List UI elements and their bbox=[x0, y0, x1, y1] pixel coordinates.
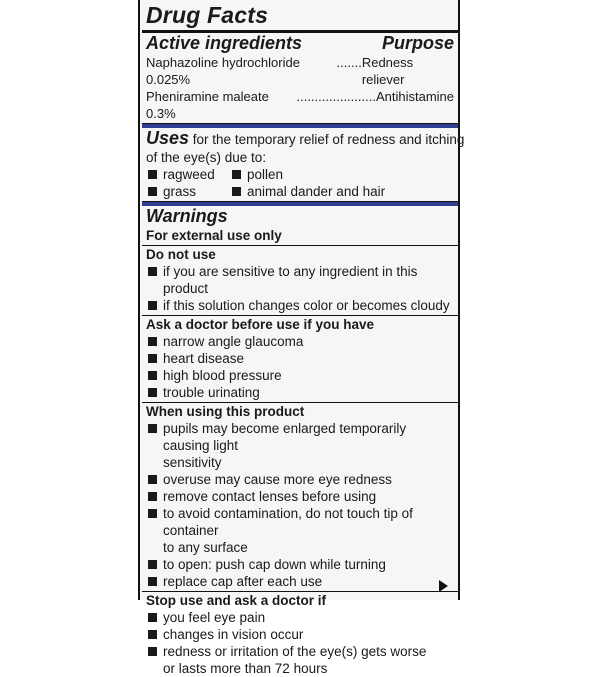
list-item: to avoid contamination, do not touch tip of container to any surface bbox=[146, 505, 454, 556]
bullet-square-icon bbox=[148, 509, 157, 518]
bullet-square-icon bbox=[148, 388, 157, 397]
list-item: pupils may become enlarged temporarily causing light sensitivity bbox=[146, 420, 454, 471]
bullet-square-icon bbox=[148, 371, 157, 380]
stop-use-heading: Stop use and ask a doctor if bbox=[146, 593, 327, 608]
uses-row bbox=[146, 183, 454, 200]
list-item: overuse may cause more eye redness bbox=[146, 471, 454, 488]
list-item: grass bbox=[146, 183, 230, 200]
drug-facts-panel bbox=[138, 0, 465, 676]
bullet-square-icon bbox=[148, 630, 157, 639]
when-using-heading: When using this product bbox=[146, 404, 305, 419]
ingredient-row bbox=[146, 88, 454, 122]
uses-text: for the temporary relief of redness and itching bbox=[192, 132, 465, 147]
list-item: high blood pressure bbox=[146, 367, 454, 384]
bullet-square-icon bbox=[148, 492, 157, 501]
list-item: ragweed bbox=[146, 166, 230, 183]
uses-heading: Uses bbox=[146, 128, 190, 148]
bullet-square-icon bbox=[148, 475, 157, 484]
ingredient-leader: ...................... bbox=[296, 89, 376, 104]
list-item: heart disease bbox=[146, 350, 454, 367]
bullet-square-icon bbox=[148, 577, 157, 586]
uses-text-cont: of the eye(s) due to: bbox=[146, 150, 267, 165]
continue-arrow-icon bbox=[439, 580, 448, 592]
bullet-square-icon bbox=[148, 560, 157, 569]
ingredient-row bbox=[146, 54, 454, 88]
drug-facts-content bbox=[146, 0, 465, 677]
bullet-square-icon bbox=[148, 187, 157, 196]
list-item: animal dander and hair bbox=[230, 183, 385, 200]
list-item: you feel eye pain bbox=[146, 609, 454, 626]
list-item: if you are sensitive to any ingredient in this product bbox=[146, 263, 454, 297]
bullet-square-icon bbox=[148, 301, 157, 310]
list-item: remove contact lenses before using bbox=[146, 488, 454, 505]
active-ingredients-header bbox=[146, 33, 454, 54]
warnings-heading: Warnings bbox=[146, 206, 228, 226]
uses-line bbox=[146, 128, 465, 149]
do-not-use-heading: Do not use bbox=[146, 247, 216, 262]
list-item: replace cap after each use bbox=[146, 573, 454, 590]
drug-facts-title: Drug Facts bbox=[146, 2, 269, 28]
ingredient-name: Pheniramine maleate 0.3% bbox=[146, 89, 269, 121]
bullet-square-icon bbox=[232, 187, 241, 196]
list-item: pollen bbox=[230, 166, 283, 183]
list-item: if this solution changes color or becomes cloudy bbox=[146, 297, 454, 314]
bullet-square-icon bbox=[148, 354, 157, 363]
bullet-square-icon bbox=[148, 647, 157, 656]
list-item: redness or irritation of the eye(s) gets worse or lasts more than 72 hours bbox=[146, 643, 454, 677]
bullet-square-icon bbox=[148, 613, 157, 622]
ingredient-name: Naphazoline hydrochloride 0.025% bbox=[146, 55, 300, 87]
list-item: narrow angle glaucoma bbox=[146, 333, 454, 350]
list-item: trouble urinating bbox=[146, 384, 454, 401]
bullet-square-icon bbox=[148, 170, 157, 179]
uses-row bbox=[146, 166, 454, 183]
ingredient-leader: ....... bbox=[336, 55, 362, 70]
active-ingredients-heading: Active ingredients bbox=[146, 33, 303, 53]
list-item: to open: push cap down while turning bbox=[146, 556, 454, 573]
bullet-square-icon bbox=[232, 170, 241, 179]
list-item: changes in vision occur bbox=[146, 626, 454, 643]
bullet-square-icon bbox=[148, 337, 157, 346]
purpose-heading: Purpose bbox=[381, 33, 454, 53]
ingredient-purpose: Antihistamine bbox=[375, 89, 454, 104]
bullet-square-icon bbox=[148, 267, 157, 276]
ask-doctor-heading: Ask a doctor before use if you have bbox=[146, 317, 375, 332]
external-use-label: For external use only bbox=[146, 228, 282, 243]
bullet-square-icon bbox=[148, 424, 157, 433]
ingredient-purpose: Redness reliever bbox=[361, 55, 414, 87]
